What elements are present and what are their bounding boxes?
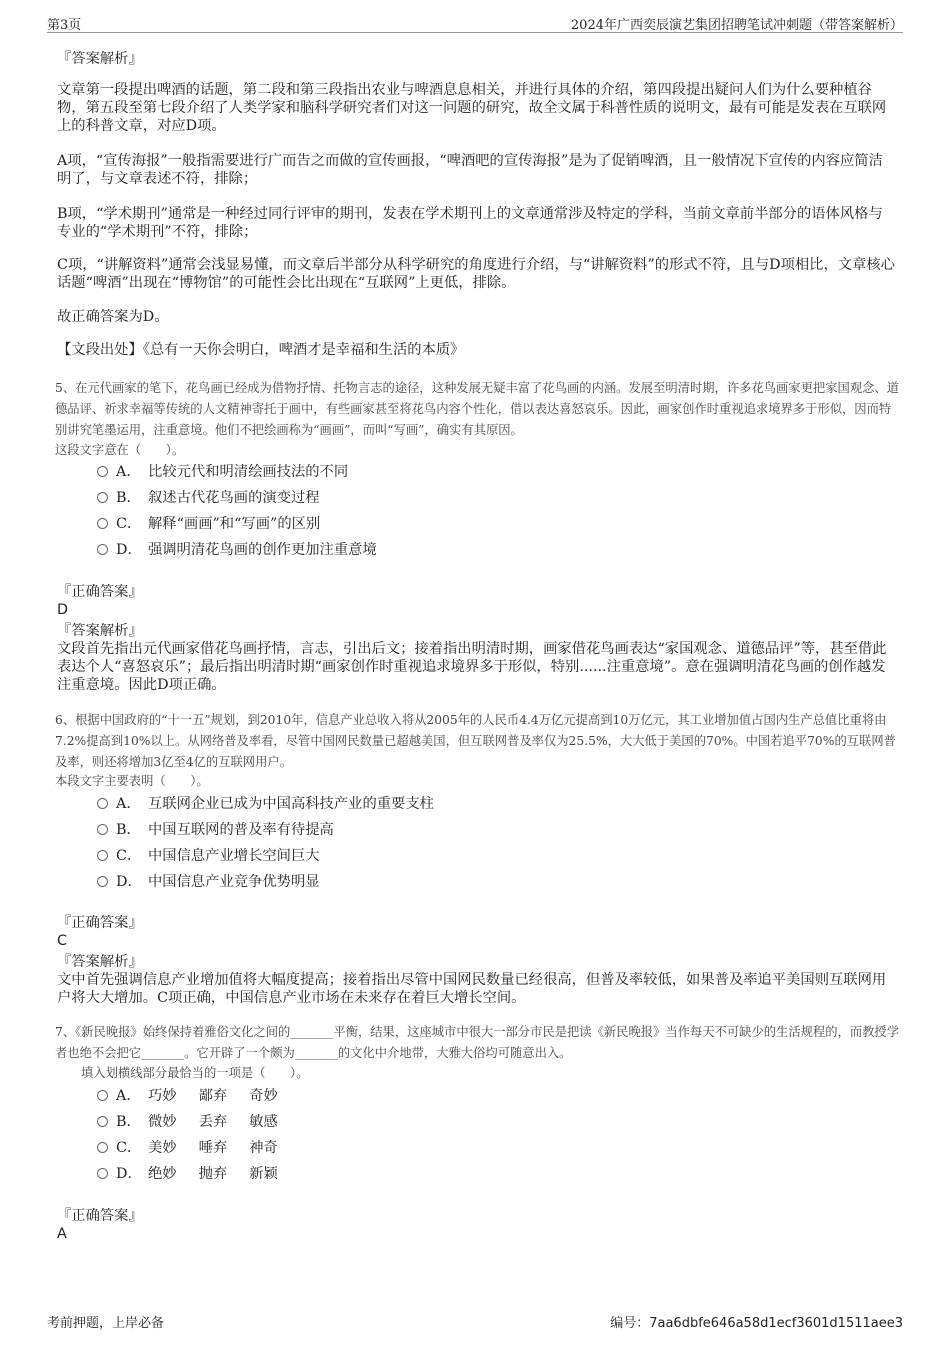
q6-answer-label: 『正确答案』 — [57, 915, 143, 931]
radio-icon[interactable] — [97, 492, 108, 503]
q6-answer: C — [57, 933, 67, 949]
q5-option-a[interactable]: A． 比较元代和明清绘画技法的不同 — [97, 463, 348, 481]
q6-option-c[interactable]: C． 中国信息产业增长空间巨大 — [97, 847, 320, 865]
q5-question: 这段文字意在（ ）。 — [55, 443, 185, 457]
q5-answer-label: 『正确答案』 — [57, 584, 143, 600]
radio-icon[interactable] — [97, 466, 108, 477]
q5-answer: D — [57, 602, 69, 618]
q5-analysis-label: 『答案解析』 — [57, 623, 143, 639]
q6-option-b[interactable]: B． 中国互联网的普及率有待提高 — [97, 821, 334, 839]
q6-option-d[interactable]: D． 中国信息产业竞争优势明显 — [97, 873, 320, 891]
q7-option-b[interactable]: B． 微妙 丢弃 敏感 — [97, 1113, 300, 1131]
radio-icon[interactable] — [97, 824, 108, 835]
q4-analysis-conclusion: 故正确答案为D。 — [57, 309, 169, 325]
footer-slogan: 考前押题，上岸必备 — [47, 1316, 165, 1331]
q4-analysis-p3: B项，“学术期刊”通常是一种经过同行评审的期刊，发表在学术期刊上的文章通常涉及特定的学科，当前文章前半部分的语体风格与专业的“学术期刊”不符，排除； — [57, 206, 883, 240]
radio-icon[interactable] — [97, 798, 108, 809]
q7-answer-label: 『正确答案』 — [57, 1208, 143, 1224]
code-value: 7aa6dbfe646a58d1ecf3601d1511aee3 — [649, 1316, 903, 1331]
q5-option-c[interactable]: C． 解释“画画”和“写画”的区别 — [97, 515, 320, 533]
radio-icon[interactable] — [97, 1142, 108, 1153]
q5-analysis: 文段首先指出元代画家借花鸟画抒情，言志，引出后文；接着指出明清时期，画家借花鸟画表达“家国观念、道德品评”等，甚至借此表达个人“喜怒哀乐”；最后指出明清时期“画家创作时重视追求境界多于形似，特别......注重意境”。意在强调明清花鸟画的创作越发注重意境。因此D项正确。 — [57, 641, 887, 693]
q7-option-a[interactable]: A． 巧妙 鄙弃 奇妙 — [97, 1087, 300, 1105]
q4-analysis-p4: C项，“讲解资料”通常会浅显易懂，而文章后半部分从科学研究的角度进行介绍，与“讲解资料”的形式不符，且与D项相比，文章核心话题“啤酒”出现在“博物馆”的可能性会比出现在“互联网”上更低，排除。 — [57, 257, 895, 291]
q5-stem: 5、在元代画家的笔下，花鸟画已经成为借物抒情、托物言志的途径，这种发展无疑丰富了花鸟画的内涵。发展至明清时期，许多花鸟画家更把家国观念、道德品评、祈求幸福等传统的人文精神寄托于画中，有些画家甚至将花鸟内容个性化，借以表达喜怒哀乐。因此，画家创作时重视追求境界多于形似，因而特别讲究笔墨运用，注重意境。他们不把绘画称为“画画”，而叫“写画”，确实有其原因。 — [55, 381, 900, 437]
page-header — [47, 14, 903, 33]
radio-icon[interactable] — [97, 876, 108, 887]
q6-stem: 6、根据中国政府的“十一五”规划，到2010年，信息产业总收入将从2005年的人民币4.4万亿元提高到10万亿元，其工业增加值占国内生产总值比重将由7.2%提高到10%以上。从网络普及率看，尽管中国网民数量已超越美国，但互联网普及率仅为25.5%，大大低于美国的70%。中国若追平70%的互联网普及率，则还将增加3亿至4亿的互联网用户。 — [55, 713, 896, 769]
q4-analysis-p2: A项，“宣传海报”一般指需要进行广而告之而做的宣传画报，“啤酒吧的宣传海报”是为了促销啤酒，且一般情况下宣传的内容应简洁明了，与文章表述不符，排除； — [57, 153, 883, 187]
q4-analysis-label: 『答案解析』 — [57, 51, 143, 67]
q5-option-b[interactable]: B． 叙述古代花鸟画的演变过程 — [97, 489, 320, 507]
q4-source: 【文段出处】《总有一天你会明白，啤酒才是幸福和生活的本质》 — [57, 342, 465, 358]
q7-option-c[interactable]: C． 美妙 唾弃 神奇 — [97, 1139, 300, 1157]
q7-answer: A — [57, 1226, 67, 1242]
radio-icon[interactable] — [97, 518, 108, 529]
q7-option-d[interactable]: D． 绝妙 抛弃 新颖 — [97, 1165, 300, 1183]
q7-question: 填入划横线部分最恰当的一项是（ ）。 — [81, 1066, 309, 1080]
q6-analysis-label: 『答案解析』 — [57, 954, 143, 970]
q7-stem: 7、《新民晚报》始终保持着雅俗文化之间的_______平衡，结果，这座城市中很大一部分市民是把读《新民晚报》当作每天不可缺少的生活规程的，而教授学者也绝不会把它_______。它开辟了一个颇为_______的文化中介地带，大雅大俗均可随意出入。 — [55, 1025, 900, 1060]
q4-analysis-p1: 文章第一段提出啤酒的话题，第二段和第三段指出农业与啤酒息息相关，并进行具体的介绍，第四段提出疑问人们为什么要种植谷物，第五段至第七段介绍了人类学家和脑科学研究者们对这一问题的研究，故全文属于科普性质的说明文，最有可能是发表在互联网上的科普文章，对应D项。 — [57, 82, 887, 134]
radio-icon[interactable] — [97, 1116, 108, 1127]
code-label: 编号： — [610, 1316, 650, 1331]
radio-icon[interactable] — [97, 544, 108, 555]
q6-question: 本段文字主要表明（ ）。 — [55, 774, 209, 788]
radio-icon[interactable] — [97, 1168, 108, 1179]
radio-icon[interactable] — [97, 850, 108, 861]
document-code — [610, 1312, 903, 1331]
radio-icon[interactable] — [97, 1090, 108, 1101]
document-title: 2024年广西奕辰演艺集团招聘笔试冲刺题（带答案解析） — [570, 18, 903, 33]
q6-option-a[interactable]: A． 互联网企业已成为中国高科技产业的重要支柱 — [97, 795, 434, 813]
page-number: 第3页 — [47, 18, 82, 33]
q6-analysis: 文中首先强调信息产业增加值将大幅度提高；接着指出尽管中国网民数量已经很高，但普及率较低，如果普及率追平美国则互联网用户将大大增加。C项正确，中国信息产业市场在未来存在着巨大增长空间。 — [57, 972, 887, 1006]
q5-option-d[interactable]: D． 强调明清花鸟画的创作更加注重意境 — [97, 541, 377, 559]
